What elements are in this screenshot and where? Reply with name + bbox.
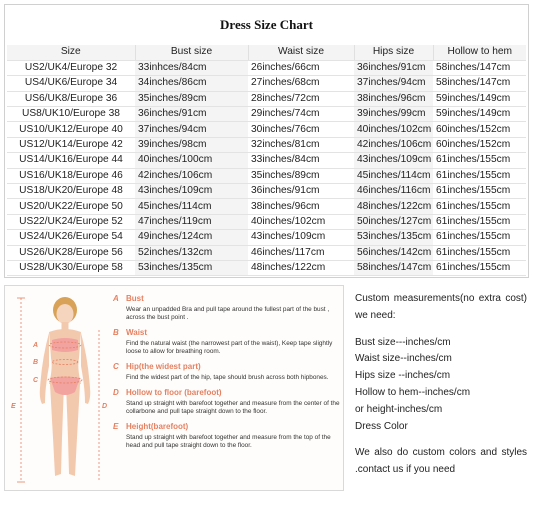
measurement-description: Stand up straight with barefoot together and measure from the top of the head and pull tape straight down to the floor. — [126, 434, 331, 449]
column-header: Waist size — [248, 45, 354, 60]
table-row — [7, 137, 526, 152]
measurement-item — [113, 362, 341, 382]
table-cell: 46inches/117cm — [248, 245, 354, 260]
table-cell: 49inches/124cm — [135, 230, 248, 245]
custom-outro: We also do custom colors and styles .contact us if you need — [355, 447, 527, 476]
table-cell: 59inches/149cm — [433, 107, 526, 122]
table-cell: 59inches/149cm — [433, 91, 526, 106]
custom-line: Hips size --inches/cm — [355, 370, 451, 382]
table-cell: 60inches/152cm — [433, 137, 526, 152]
table-cell: 27inches/68cm — [248, 76, 354, 91]
table-cell: 38inches/96cm — [354, 91, 433, 106]
table-cell: 33inches/84cm — [248, 153, 354, 168]
table-cell: 60inches/152cm — [433, 122, 526, 137]
table-cell: US4/UK6/Europe 34 — [7, 76, 135, 91]
column-header: Hollow to hem — [433, 45, 526, 60]
custom-line: Dress Color — [355, 420, 408, 432]
table-cell: 33inhces/84cm — [135, 60, 248, 75]
table-cell: 45inches/114cm — [135, 199, 248, 214]
table-cell: US16/UK18/Europe 46 — [7, 168, 135, 183]
svg-text:C: C — [33, 377, 39, 384]
table-cell: 61inches/155cm — [433, 168, 526, 183]
table-row — [7, 214, 526, 229]
table-cell: 48inches/122cm — [248, 260, 354, 275]
table-row — [7, 91, 526, 106]
table-cell: 52inches/132cm — [135, 245, 248, 260]
custom-measurement-lines — [355, 335, 527, 436]
size-table — [7, 45, 526, 276]
column-header: Size — [7, 45, 135, 60]
table-row — [7, 60, 526, 75]
chart-title: Dress Size Chart — [220, 17, 313, 32]
table-cell: 35inches/89cm — [248, 168, 354, 183]
table-cell: US18/UK20/Europe 48 — [7, 184, 135, 199]
measurement-description: Stand up straight with barefoot together and measure from the center of the collarbone and pull tape straight down to the floor. — [126, 400, 340, 415]
table-cell: US14/UK16/Europe 44 — [7, 153, 135, 168]
column-header: Hips size — [354, 45, 433, 60]
custom-line: Waist size--inches/cm — [355, 353, 452, 365]
table-cell: 39inches/98cm — [135, 137, 248, 152]
svg-text:B: B — [33, 359, 39, 366]
table-cell: US22/UK24/Europe 52 — [7, 214, 135, 229]
table-cell: US28/UK30/Europe 58 — [7, 260, 135, 275]
table-cell: 61inches/155cm — [433, 245, 526, 260]
table-cell: 48inches/122cm — [354, 199, 433, 214]
measurement-letter: A — [113, 294, 119, 303]
svg-text:A: A — [33, 342, 39, 349]
table-cell: 47inches/119cm — [135, 214, 248, 229]
table-cell: 40inches/102cm — [248, 214, 354, 229]
table-cell: US6/UK8/Europe 36 — [7, 91, 135, 106]
table-cell: 58inches/147cm — [354, 260, 433, 275]
custom-line: or height-inches/cm — [355, 403, 443, 415]
custom-measurements-note — [355, 291, 527, 479]
measurement-letter: E — [113, 422, 119, 431]
table-cell: 53inches/135cm — [135, 260, 248, 275]
table-cell: 34inches/86cm — [135, 76, 248, 91]
custom-line: Bust size---inches/cm — [355, 336, 451, 348]
table-cell: 43inches/109cm — [354, 153, 433, 168]
table-cell: 29inches/74cm — [248, 107, 354, 122]
table-cell: 37inches/94cm — [135, 122, 248, 137]
table-cell: 36inches/91cm — [248, 184, 354, 199]
table-cell: 32inches/81cm — [248, 137, 354, 152]
table-cell: 61inches/155cm — [433, 230, 526, 245]
svg-text:E: E — [11, 403, 16, 410]
measurement-item — [113, 328, 341, 356]
measurement-description: Find the natural waist (the narrowest part of the waist), Keep tape slightly loose to allow for breathing room. — [126, 340, 333, 355]
table-row — [7, 245, 526, 260]
table-cell: 61inches/155cm — [433, 214, 526, 229]
column-header: Bust size — [135, 45, 248, 60]
table-body — [7, 60, 526, 275]
measurement-label: Bust — [126, 294, 144, 303]
table-cell: US12/UK14/Europe 42 — [7, 137, 135, 152]
table-cell: US2/UK4/Europe 32 — [7, 60, 135, 75]
measurement-label: Waist — [126, 328, 148, 337]
table-row — [7, 230, 526, 245]
measurement-letter: B — [113, 328, 119, 337]
table-cell: 28inches/72cm — [248, 91, 354, 106]
table-cell: 39inches/99cm — [354, 107, 433, 122]
table-cell: 56inches/142cm — [354, 245, 433, 260]
measurement-guide — [4, 285, 344, 491]
body-figure-illustration — [7, 288, 111, 488]
custom-intro: Custom measurements(no extra cost) we need: — [355, 293, 527, 321]
table-cell: 61inches/155cm — [433, 199, 526, 214]
measurement-label: Height(barefoot) — [126, 422, 189, 431]
table-row — [7, 199, 526, 214]
measurement-item — [113, 294, 341, 322]
table-cell: 61inches/155cm — [433, 184, 526, 199]
table-cell: US8/UK10/Europe 38 — [7, 107, 135, 122]
svg-text:D: D — [102, 403, 108, 410]
table-cell: 40inches/100cm — [135, 153, 248, 168]
table-cell: 53inches/135cm — [354, 230, 433, 245]
table-row — [7, 122, 526, 137]
table-cell: 43inches/109cm — [248, 230, 354, 245]
table-cell: US24/UK26/Europe 54 — [7, 230, 135, 245]
measurement-label: Hip(the widest part) — [126, 362, 201, 371]
table-row — [7, 184, 526, 199]
measurement-description: Wear an unpadded Bra and pull tape around the fullest part of the bust , across the bust point . — [126, 306, 330, 321]
table-cell: 61inches/155cm — [433, 153, 526, 168]
table-cell: US20/UK22/Europe 50 — [7, 199, 135, 214]
size-chart — [4, 4, 529, 278]
table-cell: 43inches/109cm — [135, 184, 248, 199]
table-cell: 40inches/102cm — [354, 122, 433, 137]
measurement-letter: C — [113, 362, 119, 371]
table-cell: 42inches/106cm — [354, 137, 433, 152]
table-cell: 58inches/147cm — [433, 76, 526, 91]
measurement-item — [113, 422, 341, 450]
table-cell: 30inches/76cm — [248, 122, 354, 137]
table-cell: 46inches/116cm — [354, 184, 433, 199]
table-cell: 61inches/155cm — [433, 260, 526, 275]
table-header-row — [7, 45, 526, 60]
table-cell: 58inches/147cm — [433, 60, 526, 75]
custom-line: Hollow to hem--inches/cm — [355, 386, 471, 398]
table-row — [7, 107, 526, 122]
table-cell: 36inches/91cm — [135, 107, 248, 122]
table-row — [7, 168, 526, 183]
measurement-letter: D — [113, 388, 119, 397]
table-cell: 37inches/94cm — [354, 76, 433, 91]
table-row — [7, 76, 526, 91]
table-cell: 36inches/91cm — [354, 60, 433, 75]
table-cell: US10/UK12/Europe 40 — [7, 122, 135, 137]
table-cell: 50inches/127cm — [354, 214, 433, 229]
measurement-item — [113, 388, 341, 416]
table-cell: 45inches/114cm — [354, 168, 433, 183]
table-cell: 26inches/66cm — [248, 60, 354, 75]
table-row — [7, 153, 526, 168]
measurement-description: Find the widest part of the hip, tape should brush across both hipbones. — [126, 374, 329, 381]
table-cell: 42inches/106cm — [135, 168, 248, 183]
table-cell: 38inches/96cm — [248, 199, 354, 214]
table-row — [7, 260, 526, 275]
table-cell: US26/UK28/Europe 56 — [7, 245, 135, 260]
measurement-label: Hollow to floor (barefoot) — [126, 388, 222, 397]
measurement-instructions — [113, 294, 341, 456]
table-cell: 35inches/89cm — [135, 91, 248, 106]
